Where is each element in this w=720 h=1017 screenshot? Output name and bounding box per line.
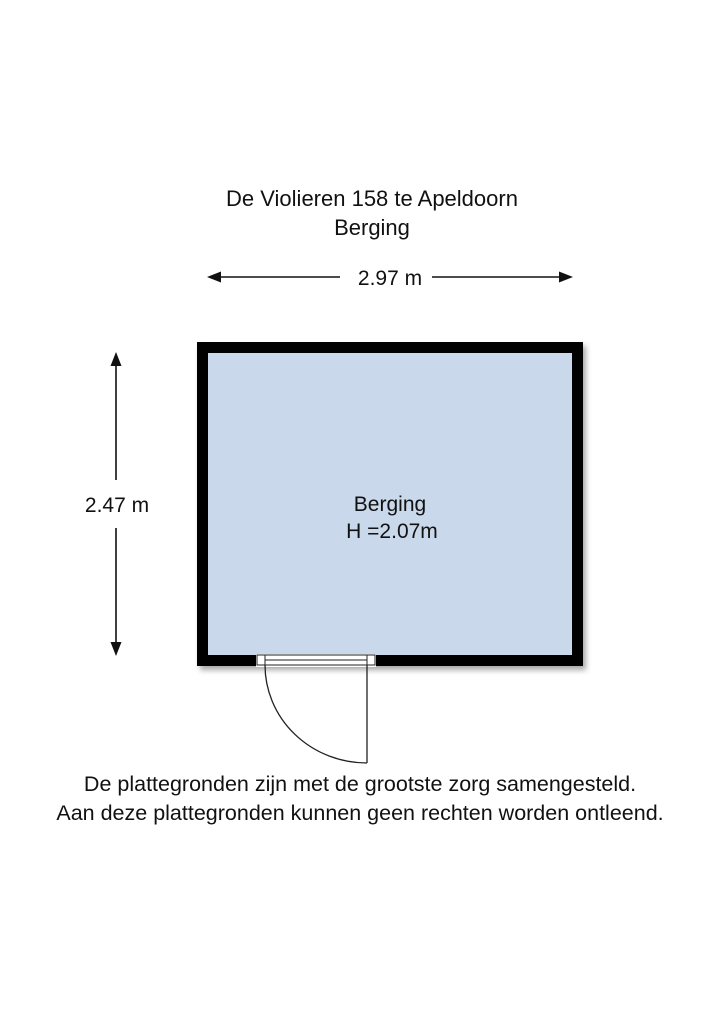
door-swing-arc (265, 665, 367, 763)
disclaimer-line-1: De plattegronden zijn met de grootste zorg samengesteld. (83, 772, 637, 796)
address-title: De Violieren 158 te Apeldoorn (226, 186, 518, 211)
width-dimension (207, 267, 573, 290)
room-height-label: H =2.07m (346, 520, 438, 543)
disclaimer (0, 770, 720, 828)
arrow-left-icon (207, 272, 221, 283)
arrow-down-icon (111, 642, 122, 656)
disclaimer-line-2: Aan deze plattegronden kunnen geen rechten worden ontleend. (56, 801, 664, 825)
room-name-label: Berging (353, 493, 427, 516)
arrow-up-icon (111, 352, 122, 366)
floor-title: Berging (334, 215, 410, 240)
door-swing-icon (265, 665, 367, 763)
depth-dimension (85, 352, 149, 656)
door (256, 654, 376, 763)
arrow-right-icon (559, 272, 573, 283)
width-label: 2.97 m (357, 267, 423, 290)
depth-label: 2.47 m (84, 494, 150, 517)
